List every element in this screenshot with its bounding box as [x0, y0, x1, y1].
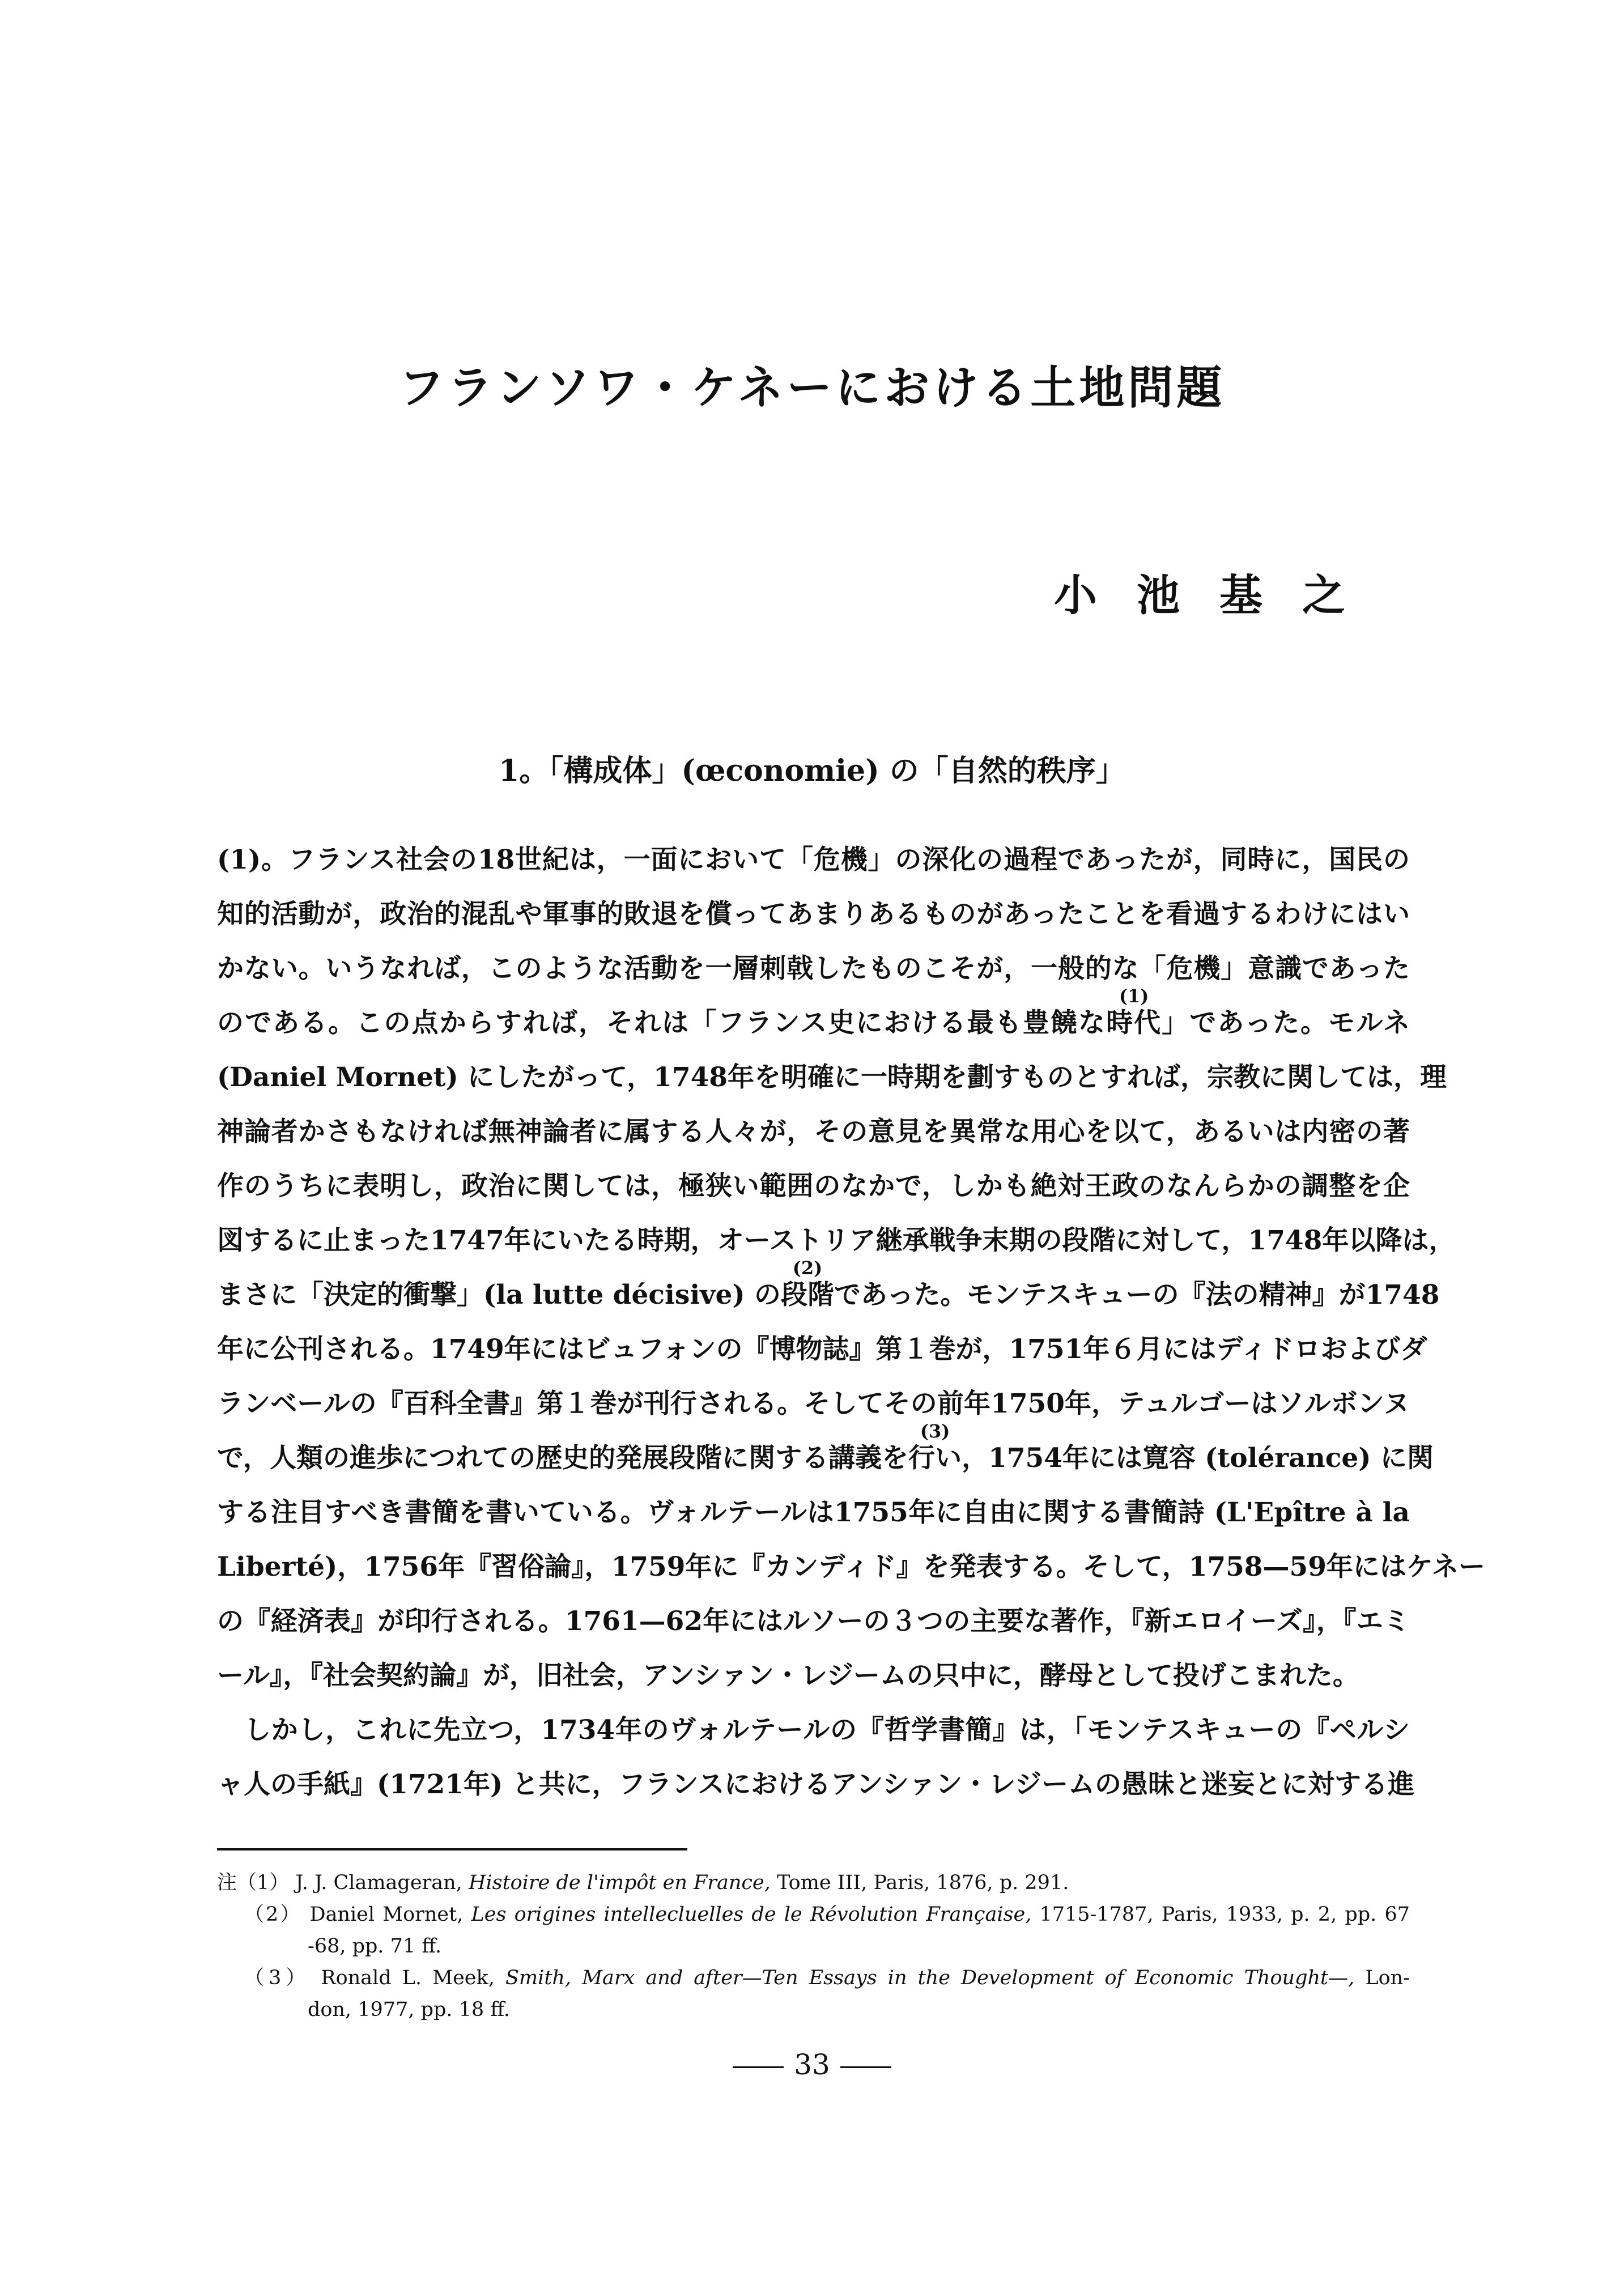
body-line — [217, 1703, 1410, 1758]
text-segment: don, 1977, pp. 18 ff. — [308, 1998, 511, 2021]
footnote-reference[interactable]: (1) — [1119, 985, 1149, 1007]
text-segment: 図するに止まった1747年にいたる時期，オーストリア継承戦争末期の段階に対して，1748年以降は， — [217, 1225, 1456, 1256]
noted-word: 段階 — [781, 1279, 834, 1311]
body-line — [217, 1322, 1427, 1377]
text-segment: で，人類の進歩につれての歴史的発展段階に関する講義を — [217, 1443, 909, 1474]
footnote-reference[interactable]: (2) — [792, 1257, 823, 1279]
paper-title: フランソワ・ケネーにおける土地問題 — [398, 361, 1226, 414]
text-segment: ランベールの『百科全書』第１巻が刊行される。そしてその前年1750年，テュルゴーはソルボンヌ — [217, 1388, 1410, 1419]
text-segment: する注目すべき書簡を書いている。ヴォルテールは1755年に自由に関する書簡詩 (L'Epître à la — [217, 1497, 1410, 1528]
italic-title: Histoire de l'impôt en France, — [468, 1871, 771, 1894]
footnote-line — [217, 1867, 1410, 1899]
dash-left — [733, 2066, 784, 2068]
footnote-reference[interactable]: (3) — [920, 1420, 950, 1442]
body-line — [217, 1594, 1410, 1649]
body-line — [217, 1758, 1415, 1812]
text-segment: Tome III, Paris, 1876, p. 291. — [770, 1871, 1069, 1894]
text-segment: かない。いうなれば，このような活動を一層刺戟したものこそが，一般的な「危機」意識であった — [217, 953, 1410, 984]
text-segment: （3） Ronald L. Meek, — [244, 1967, 505, 1989]
text-segment: の『経済表』が印行される。1761—62年にはルソーの３つの主要な著作，『新エロイーズ』，『エミ — [217, 1606, 1410, 1637]
body-line — [217, 1420, 1434, 1486]
footnote-line — [217, 1930, 1410, 1962]
text-segment: 年に公刊される。1749年にはビュフォンの『博物誌』第１巻が，1751年６月にはディドロおよびダ — [217, 1334, 1427, 1365]
noted-text — [781, 1257, 834, 1311]
text-segment: -68, pp. 71 ff. — [308, 1935, 442, 1958]
body-line — [217, 1159, 1410, 1214]
footnotes — [217, 1867, 1410, 2026]
noted-word: 時代 — [1106, 1007, 1162, 1039]
text-segment: ャ人の手紙』(1721年) と共に，フランスにおけるアンシァン・レジームの愚昧と迷妄とに対する進 — [217, 1769, 1415, 1800]
body-text — [217, 833, 1486, 1812]
author-name: 小池基之 — [1054, 570, 1385, 620]
body-line — [217, 1377, 1410, 1431]
text-segment: ，1754年には寛容 (tolérance) に関 — [962, 1443, 1434, 1474]
text-segment: 神論者かさもなければ無神論者に属する人々が，その意見を異常な用心を以て，あるいは内密の著 — [217, 1116, 1410, 1147]
body-line — [217, 1649, 1410, 1703]
footnote-line — [217, 1962, 1410, 1994]
text-segment: 注（1） J. J. Clamageran, — [217, 1871, 469, 1894]
text-segment: 」であった。モルネ — [1162, 1007, 1410, 1039]
footnote-line — [217, 1899, 1410, 1930]
body-line — [217, 942, 1410, 996]
text-segment: 作のうちに表明し，政治に関しては，極狭い範囲のなかで，しかも絶対王政のなんらかの調整を企 — [217, 1171, 1410, 1202]
text-segment: 1715-1787, Paris, 1933, p. 2, pp. 67 — [1031, 1903, 1410, 1926]
body-line — [217, 1257, 1440, 1322]
footnote-line — [217, 1994, 1410, 2026]
text-segment: Lon- — [1354, 1967, 1410, 1989]
body-line — [217, 1540, 1486, 1594]
text-segment: (1)。フランス社会の18世紀は，一面において「危機」の深化の過程であったが，同時に，国民の — [217, 844, 1410, 875]
text-segment: Liberté)，1756年『習俗論』，1759年に『カンディド』を発表する。そして，1758—59年にはケネー — [217, 1551, 1486, 1582]
italic-title: Smith, Marx and after—Ten Essays in the Development of Economic Thought—, — [505, 1967, 1355, 1989]
noted-word: 行い — [908, 1443, 962, 1474]
section-heading: 1。「構成体」(œconomie) の「自然的秩序」 — [499, 754, 1125, 788]
text-segment: 知的活動が，政治的混乱や軍事的敗退を償ってあまりあるものがあったことを看過するわけにはい — [217, 899, 1410, 930]
text-segment: であった。モンテスキューの『法の精神』が1748 — [834, 1279, 1440, 1311]
italic-title: Les origines intellecluelles de le Révolution Française, — [471, 1903, 1032, 1926]
text-segment: まさに「決定的衝撃」(la lutte décisive) の — [217, 1279, 781, 1311]
body-line — [217, 985, 1410, 1050]
body-line — [217, 1105, 1410, 1159]
text-segment: ール』，『社会契約論』が，旧社会，アンシァン・レジームの只中に，酵母として投げこまれた。 — [217, 1660, 1359, 1691]
noted-text — [1106, 985, 1162, 1039]
body-line — [217, 887, 1410, 942]
text-segment: しかし，これに先立つ，1734年のヴォルテールの『哲学書簡』は，「モンテスキューの『ペルシ — [244, 1715, 1410, 1746]
text-segment: (Daniel Mornet) にしたがって，1748年を明確に一時期を劃すものとすれば，宗教に関しては，理 — [217, 1062, 1447, 1093]
page-number-text: 33 — [794, 2048, 830, 2081]
body-line — [217, 1050, 1447, 1105]
body-line — [217, 833, 1410, 887]
text-segment: （2） Daniel Mornet, — [244, 1903, 471, 1926]
noted-text — [908, 1420, 962, 1474]
footnote-separator — [217, 1848, 687, 1850]
text-segment: のである。この点からすれば，それは「フランス史における最も豊饒な — [217, 1007, 1107, 1039]
page-number — [0, 2048, 1624, 2081]
body-line — [217, 1486, 1410, 1540]
dash-right — [840, 2066, 891, 2068]
